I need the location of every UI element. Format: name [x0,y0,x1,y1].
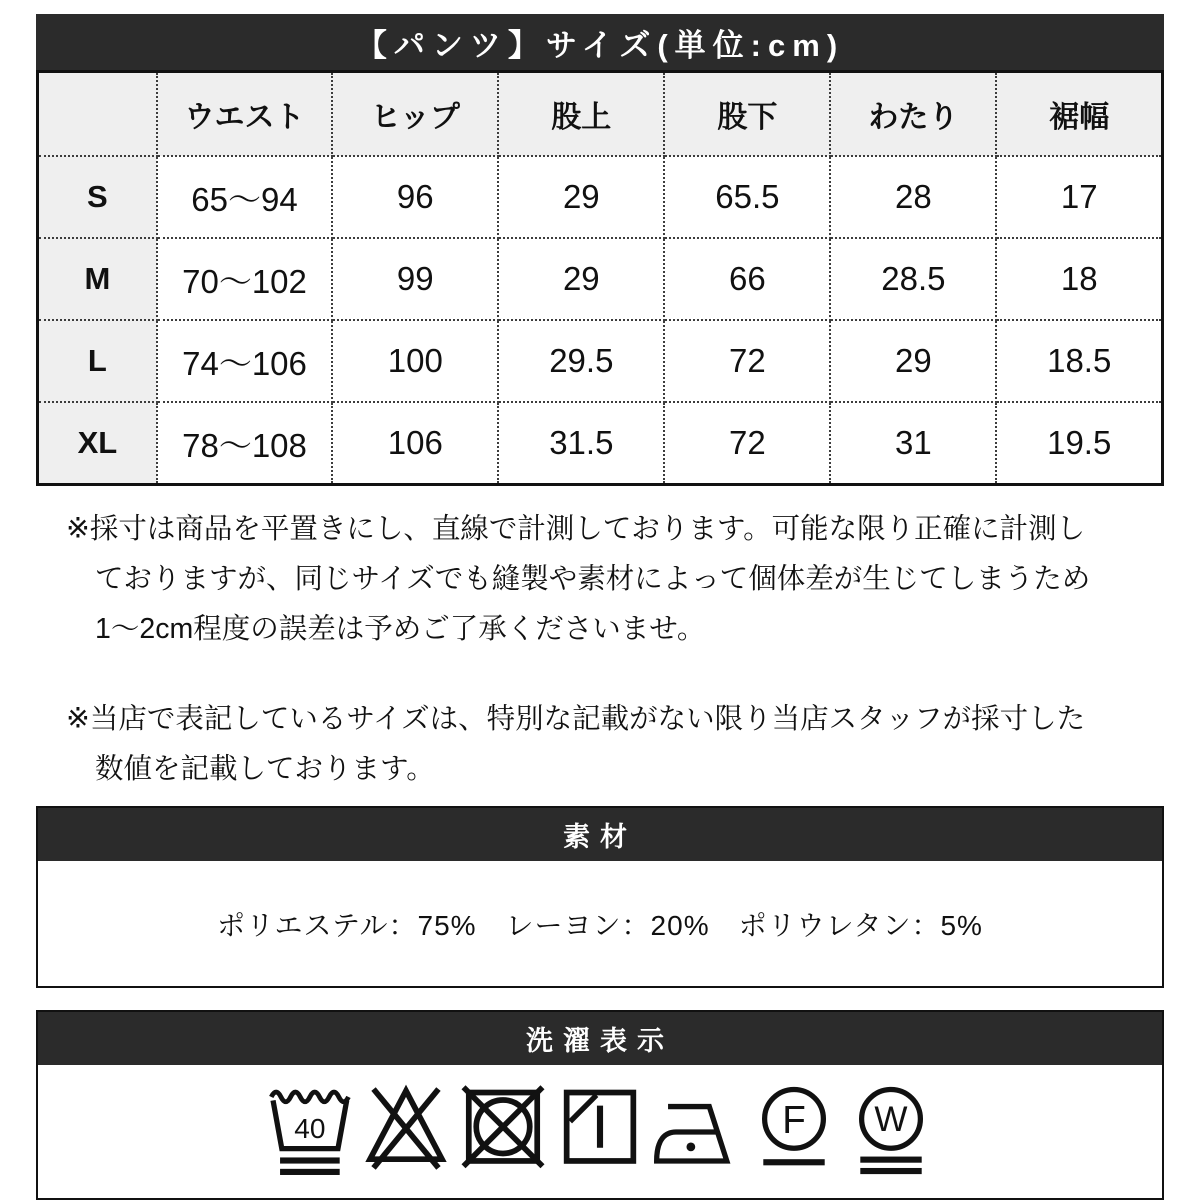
size-cell: 78〜108 [157,402,333,485]
size-cell: 74〜106 [157,320,333,402]
column-header-hip: ヒップ [332,72,498,157]
size-cell: 31 [830,402,996,485]
size-cell: 29 [830,320,996,402]
material-composition: ポリエステル：75% レーヨン：20% ポリウレタン：5% [217,909,983,941]
measurement-note [36,504,1164,654]
care-instructions-section [36,1010,1164,1200]
material-section [36,806,1164,988]
size-table-body [38,156,1163,485]
size-cell: 100 [332,320,498,402]
size-cell: 65〜94 [157,156,333,238]
svg-text:W: W [874,1099,908,1139]
note-line: ※採寸は商品を平置きにし、直線で計測しております。可能な限り正確に計測し [66,513,1086,545]
header-row [38,72,1163,157]
size-cell: 72 [664,320,830,402]
size-cell: 65.5 [664,156,830,238]
do-not-bleach-icon [362,1082,450,1182]
size-cell: 72 [664,402,830,485]
column-header-waist: ウエスト [157,72,333,157]
wash-40-very-gentle-icon [265,1082,353,1182]
table-row-xl [38,402,1163,485]
size-table-header [38,72,1163,157]
size-cell: 17 [996,156,1162,238]
size-cell: 18 [996,238,1162,320]
size-cell: 31.5 [498,402,664,485]
corner-cell [38,72,157,157]
size-cell: 29 [498,156,664,238]
column-header-hem: 裾幅 [996,72,1162,157]
svg-text:40: 40 [294,1112,326,1144]
care-instructions-heading: 洗濯表示 [38,1012,1162,1065]
size-label: M [38,238,157,320]
column-header-thigh: わたり [830,72,996,157]
table-row-m [38,238,1163,320]
size-cell: 66 [664,238,830,320]
column-header-inseam: 股下 [664,72,830,157]
care-symbols-row [38,1065,1162,1198]
material-heading: 素材 [38,808,1162,861]
size-cell: 28.5 [830,238,996,320]
size-label: L [38,320,157,402]
iron-low-temperature-icon [653,1082,741,1182]
wet-clean-very-gentle-icon [847,1082,935,1182]
size-chart-title-bar [36,14,1164,70]
size-cell: 106 [332,402,498,485]
size-cell: 29.5 [498,320,664,402]
note-line: 数値を記載しております。 [95,753,435,785]
size-cell: 96 [332,156,498,238]
dry-clean-petroleum-gentle-icon [750,1082,838,1182]
svg-text:F: F [782,1098,806,1142]
table-row-l [38,320,1163,402]
size-cell: 18.5 [996,320,1162,402]
size-chart-title: 【パンツ】サイズ(単位:cm) [355,27,845,63]
size-cell: 70〜102 [157,238,333,320]
column-header-rise: 股上 [498,72,664,157]
size-table [36,70,1164,486]
note-line: 1〜2cm程度の誤差は予めご了承くださいませ。 [95,613,706,645]
staff-measurement-note [36,694,1164,794]
size-cell: 28 [830,156,996,238]
size-label: S [38,156,157,238]
line-dry-in-shade-icon [556,1082,644,1182]
note-line: ※当店で表記しているサイズは、特別な記載がない限り当店スタッフが採寸した [66,703,1086,735]
size-cell: 19.5 [996,402,1162,485]
table-row-s [38,156,1163,238]
size-label: XL [38,402,157,485]
note-line: ておりますが、同じサイズでも縫製や素材によって個体差が生じてしまうため [95,563,1091,595]
size-cell: 99 [332,238,498,320]
do-not-tumble-dry-icon [459,1082,547,1182]
size-cell: 29 [498,238,664,320]
